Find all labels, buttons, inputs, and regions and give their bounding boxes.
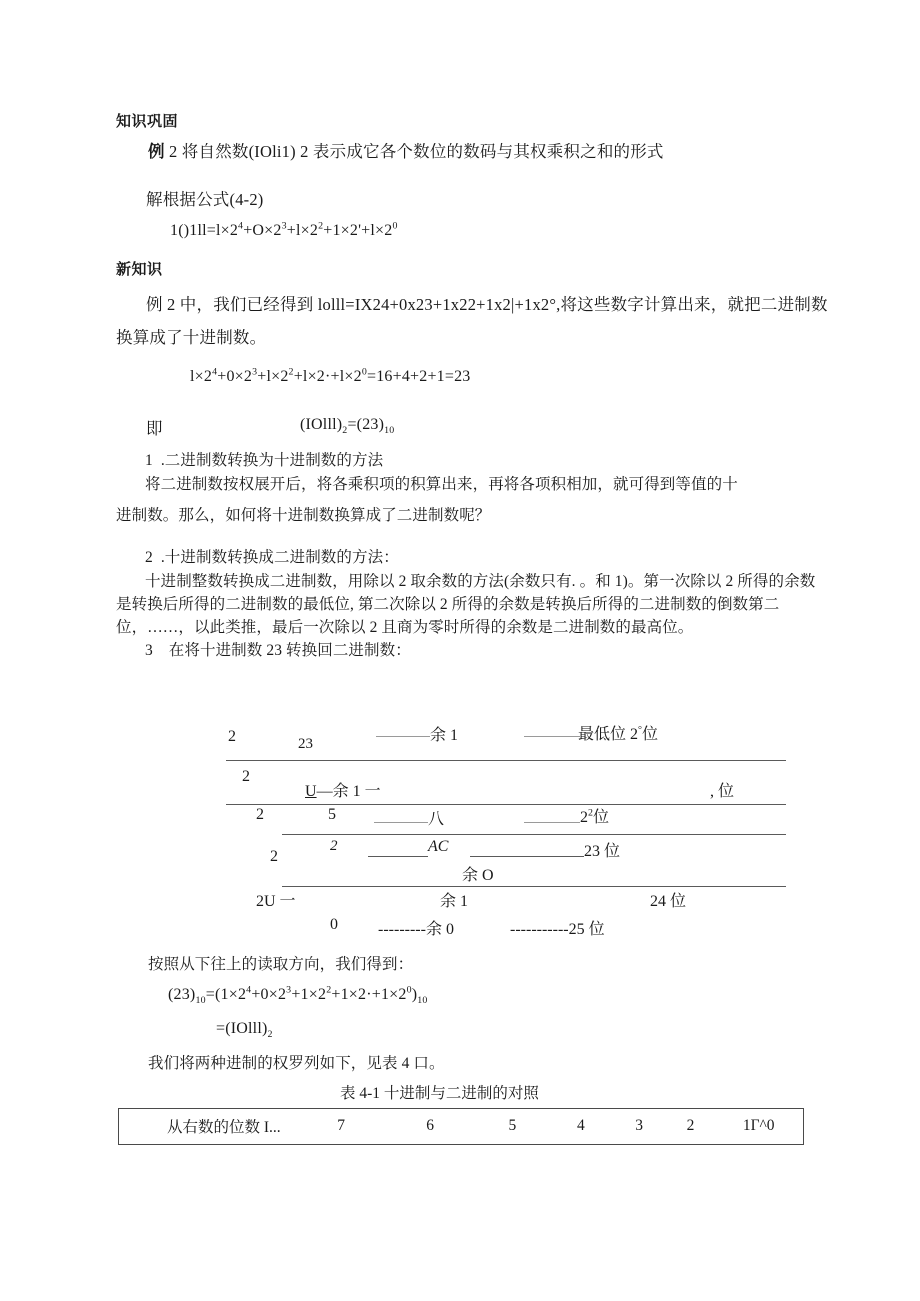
diagram-row-6-dividend: 0 xyxy=(330,916,338,933)
section-heading-knowledge-consolidation: 知识巩固 xyxy=(116,113,179,130)
solution-line: 解根据公式(4-2) xyxy=(146,190,264,209)
formula-sum-to-23: $l\times 2^4+0\times 2^3+l\times 2^2+l\times 2\cdot+l\times 2^0=16+4+2+1=23$ xyxy=(190,366,471,385)
item-3-heading xyxy=(145,638,411,660)
table-cell-pos-4: 4 xyxy=(576,1117,585,1134)
item-1-body-line-2: 进制数。那么，如何将十进制数换算成了二进制数呢？ xyxy=(116,507,491,524)
diagram-row-5-divisor: 2U 一 xyxy=(256,893,296,910)
example-2-line xyxy=(148,138,664,162)
therefore-label: 即 xyxy=(146,419,163,438)
diagram-row-5-note: 24 位 xyxy=(650,893,687,910)
diagram-row-4-remainder: 余 O xyxy=(462,867,494,884)
diagram-row-1-dividend: U—余 1 一 xyxy=(305,783,381,800)
diagram-row-2-leader-2 xyxy=(524,822,580,823)
diagram-row-3-leader-2 xyxy=(470,856,584,857)
new-knowledge-paragraph-line-2: 换算成了十进制数。 xyxy=(116,328,267,347)
table-row xyxy=(119,1109,804,1145)
table-cell-pos-1: 1Γ^0 xyxy=(742,1117,775,1134)
diagram-row-0-leader-1 xyxy=(376,736,430,737)
table-cell-row-label: 从右数的位数 I... xyxy=(167,1119,281,1136)
diagram-hrule-4 xyxy=(282,886,786,887)
table-caption: 表 4-1 十进制与二进制的对照 xyxy=(340,1085,539,1102)
diagram-row-2-leader-1 xyxy=(374,822,428,823)
diagram-row-5-remainder: 余 1 xyxy=(440,893,469,910)
table-cell-pos-5: 5 xyxy=(508,1117,517,1134)
item-1-number: 1 xyxy=(145,452,153,469)
diagram-hrule-2 xyxy=(226,804,786,805)
item-2-heading xyxy=(145,545,399,567)
read-direction-line: 按照从下往上的读取方向，我们得到： xyxy=(148,956,414,973)
diagram-row-3-dividend: 2 xyxy=(330,838,338,854)
diagram-row-3-leader-1 xyxy=(368,856,428,857)
division-diagram xyxy=(0,700,920,938)
item-1-body-line-1: 将二进制数按权展开后，将各乘积项的积算出来，再将各项积相加，就可得到等值的十 xyxy=(145,476,738,493)
diagram-row-2-note: $2^2$位 xyxy=(580,807,609,826)
table-body xyxy=(119,1109,804,1145)
table-cell-pos-7: 7 xyxy=(337,1117,345,1134)
item-2-number: 2 xyxy=(145,549,153,566)
table-cell-pos-3: 3 xyxy=(635,1117,643,1134)
decimal-binary-comparison-table xyxy=(118,1108,804,1145)
table-cell-pos-2: 2 xyxy=(686,1117,695,1134)
section-heading-new-knowledge: 新知识 xyxy=(116,261,163,278)
diagram-row-3-note: 23 位 xyxy=(584,843,621,860)
diagram-row-0-leader-2 xyxy=(524,736,580,737)
closing-line: 我们将两种进制的权罗列如下，见表 4 口。 xyxy=(148,1055,445,1072)
formula-decimal-to-binary: $(23)_{10}=(1\times 2^4+0\times 2^3+1\times 2^2+1\times 2\cdot+1\times 2^0)_{10}$ xyxy=(168,984,428,1007)
diagram-row-0-divisor: 2 xyxy=(228,728,236,745)
diagram-row-3-divisor: 2 xyxy=(270,848,278,865)
item-3-title: 在将十进制数 23 转换回二进制数： xyxy=(168,642,411,659)
example-2-text: 2 将自然数(IOli1) 2 表示成它各个数位的数码与其权乘积之和的形式 xyxy=(164,142,664,161)
item-1-title: .二进制数转换为十进制数的方法 xyxy=(160,452,384,469)
diagram-row-0-note: 最低位 2°位 xyxy=(578,724,658,743)
formula-binary-equals-decimal: $(IOlll)_2=(23)_{10}$ xyxy=(300,416,395,437)
diagram-row-2-divisor: 2 xyxy=(256,806,264,823)
diagram-row-0-dividend: 23 xyxy=(298,736,313,752)
item-2-body-line-2: 是转换后所得的二进制数的最低位, 第二次除以 2 所得的余数是转换后所得的二进制数的倒数第二 xyxy=(116,596,780,613)
new-knowledge-paragraph-line-1: 例 2 中，我们已经得到 lolll=IX24+0x23+1x22+1x2|+1x2°,将这些数字计算出来，就把二进制数 xyxy=(146,295,828,314)
formula-binary-result: $=(IOlll)_2$ xyxy=(216,1020,273,1041)
item-1-heading xyxy=(145,448,383,470)
diagram-row-2-dividend: 5 xyxy=(328,806,336,823)
diagram-row-6-remainder: ---------余 0 xyxy=(378,921,454,938)
diagram-row-6-note: -----------25 位 xyxy=(510,921,605,938)
diagram-row-1-note: , 位 xyxy=(710,783,735,800)
formula-expansion-1: $1()1ll=l\times 2^4+O\times 2^3+l\times 2^2+1\times 2'+l\times 2^0$ xyxy=(170,220,398,239)
diagram-row-3-remainder: AC xyxy=(428,838,449,855)
diagram-row-0-remainder: 余 1 xyxy=(430,727,459,744)
diagram-hrule-1 xyxy=(226,760,786,761)
diagram-row-2-remainder: 八 xyxy=(428,811,445,828)
item-2-body-line-3: 位，……，以此类推，最后一次除以 2 且商为零时所得的余数是二进制数的最高位。 xyxy=(116,619,694,636)
item-3-number: 3 xyxy=(145,642,153,659)
diagram-row-1-divisor: 2 xyxy=(242,768,250,785)
item-2-body-line-1: 十进制整数转换成二进制数，用除以 2 取余数的方法(余数只有. 。和 1)。第一次除以 2 所得的余数 xyxy=(145,573,816,590)
table-cell-pos-6: 6 xyxy=(426,1117,435,1134)
item-2-title: .十进制数转换成二进制数的方法： xyxy=(160,549,399,566)
example-label: 例 xyxy=(148,142,165,161)
diagram-hrule-3 xyxy=(282,834,786,835)
